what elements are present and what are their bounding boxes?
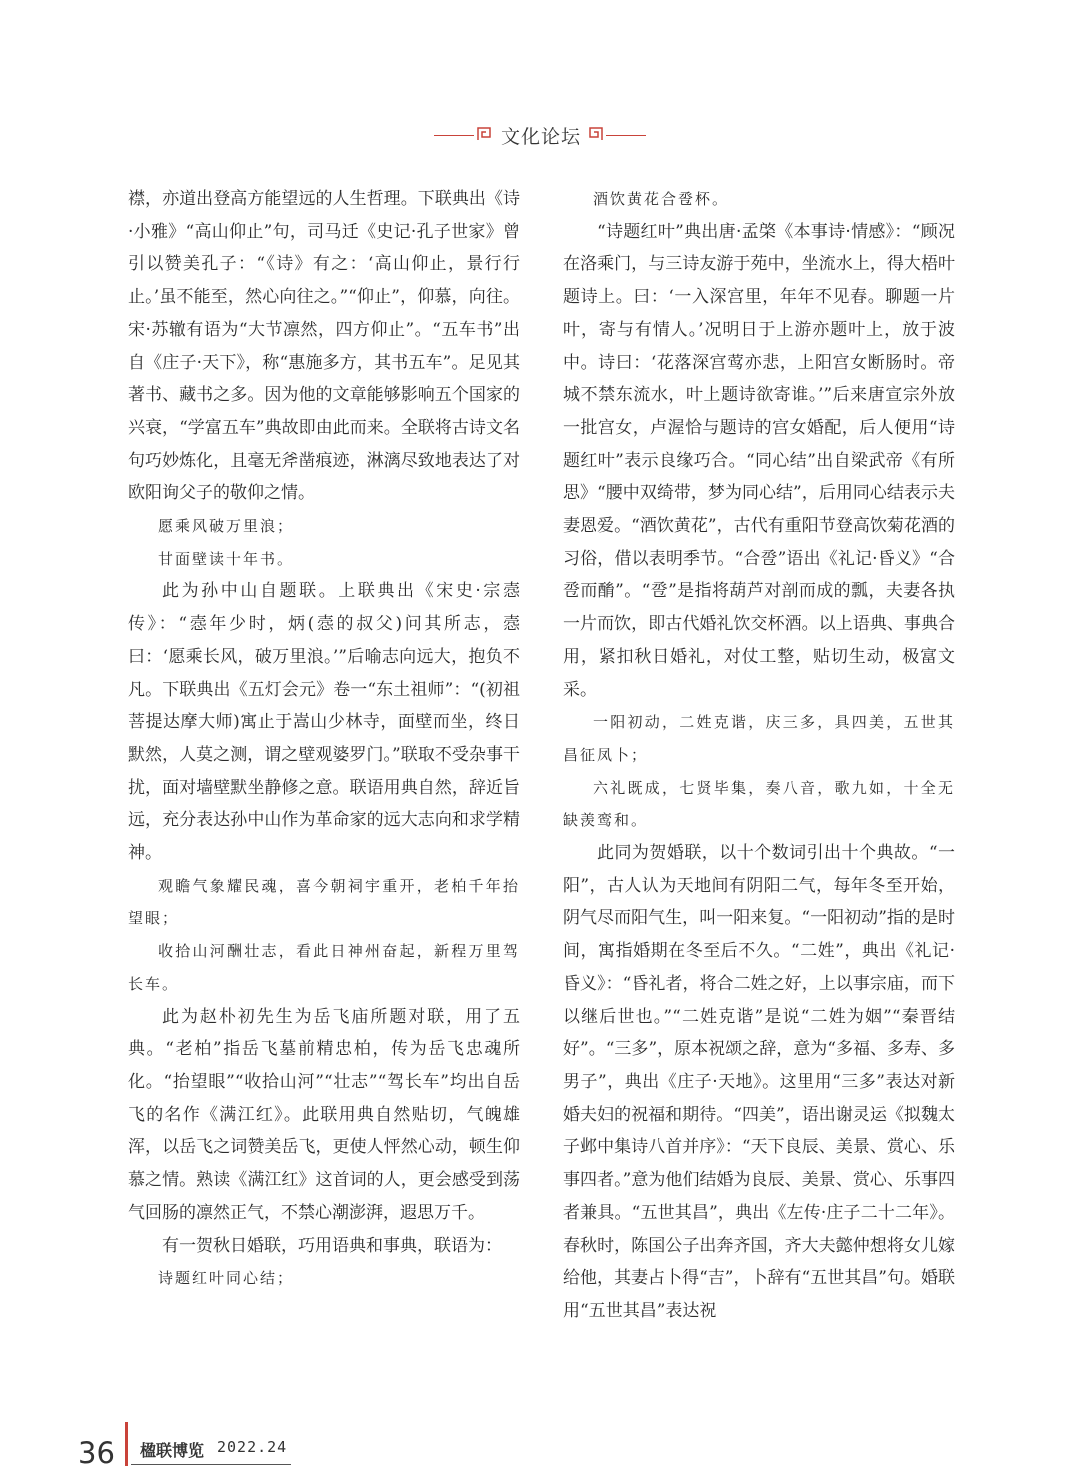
fret-ornament-icon <box>588 126 604 142</box>
body-paragraph: 此同为贺婚联，以十个数词引出十个典故。“一阳”，古人认为天地间有阴阳二气，每年冬至开始，阴气尽而阳气生，叫一阳来复。“一阳初动”指的是时间，寓指婚期在冬至后不久。“二姓”，典出《礼记·昏义》：“昏礼者，将合二姓之好，上以事宗庙，而下以继后世也。”“二姓克谐”是说“二姓为姻”“秦晋结好”。“三多”，原本祝颂之辞，意为“多福、多寿、多男子”，典出《庄子·天地》。这里用“三多”表达对新婚夫妇的祝福和期待。“四美”，语出谢灵运《拟魏太子邺中集诗八首并序》：“天下良辰、美景、赏心、乐事四者。”意为他们结婚为良辰、美景、赏心、乐事四者兼具。“五世其昌”，典出《左传·庄子二十二年》。春秋时，陈国公子出奔齐国，齐大夫懿仲想将女儿嫁给他，其妻占卜得“吉”，卜辞有“五世其昌”句。婚联用“五世其昌”表达祝 <box>563 843 955 1321</box>
body-paragraph: 此为赵朴初先生为岳飞庙所题对联，用了五典。“老柏”指岳飞墓前精忠柏，传为岳飞忠魂所化。“抬望眼”“收拾山河”“壮志”“驾长车”均出自岳飞的名作《满江红》。此联用典自然贴切，气魄雄浑，以岳飞之词赞美岳飞，更使人怦然心动，顿生仰慕之情。熟读《满江红》这首词的人，更会感受到荡气回肠的凛然正气，不禁心潮澎湃，遐思万千。 <box>128 1006 520 1223</box>
right-column <box>563 183 955 1328</box>
issue-number: 2022.24 <box>217 1438 288 1456</box>
couplet-line: 收拾山河酬壮志，看此日神州奋起，新程万里驾长车。 <box>128 942 520 993</box>
section-header <box>0 118 1080 154</box>
body-paragraph: “诗题红叶”典出唐·孟棨《本事诗·情感》：“顾况在洛乘门，与三诗友游于苑中，坐流水上，得大梧叶题诗上。曰：‘一入深宫里，年年不见春。聊题一片叶，寄与有情人。’况明日于上游亦题叶上，放于波中。诗曰：‘花落深宫莺亦悲，上阳宫女断肠时。帝城不禁东流水，叶上题诗欲寄谁。’”后来唐宣宗外放一批宫女，卢渥恰与题诗的宫女婚配，后人便用“诗题红叶”表示良缘巧合。“同心结”出自梁武帝《有所思》“腰中双绮带，梦为同心结”，后用同心结表示夫妻恩爱。“酒饮黄花”，古代有重阳节登高饮菊花酒的习俗，借以表明季节。“合卺”语出《礼记·昏义》“合卺而酳”。“卺”是指将葫芦对剖而成的瓢，夫妻各执一片而饮，即古代婚礼饮交杯酒。以上语典、事典合用，紧扣秋日婚礼，对仗工整，贴切生动，极富文采。 <box>563 221 955 700</box>
footer-rule <box>131 1464 291 1465</box>
header-rule-left <box>434 135 474 136</box>
couplet-line: 六礼既成，七贤毕集，奏八音，歌九如，十全无缺羡鸾和。 <box>563 778 955 830</box>
couplet-line: 一阳初动，二姓克谐，庆三多，具四美，五世其昌征凤卜； <box>563 713 955 764</box>
fret-ornament-icon <box>476 126 492 142</box>
page-number: 36 <box>78 1436 115 1470</box>
body-paragraph: 此为孙中山自题联。上联典出《宋史·宗悫传》：“悫年少时，炳(悫的叔父)问其所志，悫曰：‘愿乘长风，破万里浪。’”后喻志向远大，抱负不凡。下联典出《五灯会元》卷一“东土祖师”：“(初祖菩提达摩大师)寓止于嵩山少林寺，面壁而坐，终日默然，人莫之测，谓之壁观婆罗门。”联取不受杂事干扰，面对墙壁默坐静修之意。联语用典自然，辞近旨远，充分表达孙中山作为革命家的远大志向和求学精神。 <box>128 581 520 864</box>
couplet-line: 愿乘风破万里浪； <box>158 517 295 536</box>
couplet-line: 甘面壁读十年书。 <box>158 549 295 568</box>
footer-accent-bar <box>125 1422 128 1466</box>
body-paragraph: 有一贺秋日婚联，巧用语典和事典，联语为： <box>162 1235 502 1256</box>
couplet-line: 酒饮黄花合卺杯。 <box>593 190 730 208</box>
magazine-name: 楹联博览 <box>140 1441 205 1460</box>
couplet-line: 观瞻气象耀民魂，喜今朝祠宇重开，老柏千年抬望眼； <box>128 876 520 928</box>
couplet-line: 诗题红叶同心结； <box>158 1269 295 1288</box>
body-paragraph: 襟，亦道出登高方能望远的人生哲理。下联典出《诗·小雅》“高山仰止”句，司马迁《史记·孔子世家》曾引以赞美孔子：“《诗》有之：‘高山仰止，景行行止。’虽不能至，然心向往之。”“仰止”，仰慕，向往。宋·苏辙有语为“大节凛然，四方仰止”。“五车书”出自《庄子·天下》，称“惠施多方，其书五车”。足见其著书、藏书之多。因为他的文章能够影响五个国家的兴衰，“学富五车”典故即由此而来。全联将古诗文名句巧妙炼化，且毫无斧凿痕迹，淋漓尽致地表达了对欧阳询父子的敬仰之情。 <box>128 189 520 504</box>
left-column <box>128 183 520 1295</box>
section-title: 文化论坛 <box>500 126 581 148</box>
header-rule-right <box>606 135 646 136</box>
